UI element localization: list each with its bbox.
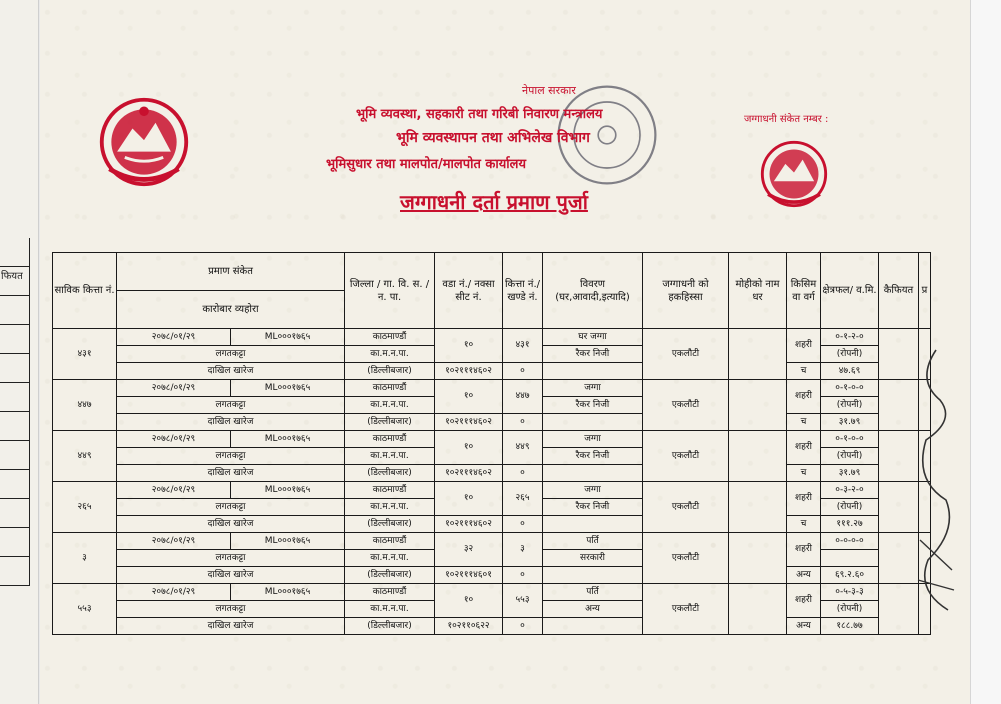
unit-cell: (रोपनी) [821,346,879,363]
table-row [53,431,931,448]
district-cell: काठमाण्डौं [345,329,435,346]
sabik-kitta-cell: ३ [53,533,117,584]
khande-cell: ० [503,567,543,584]
ml-code-cell: ML०००१७६५ [231,482,345,499]
kitta-cell: ४४७ [503,380,543,414]
khande-cell: ० [503,465,543,482]
lagat-katta-cell: लगतकट्टा [117,550,345,567]
map-sheet-cell: १०२११०६२२ [435,618,503,635]
land-class-cell: च [787,516,821,533]
description-blank-cell [543,516,643,533]
land-type-cell: शहरी [787,380,821,414]
next-page-fragment [970,0,1001,704]
description-cell: जग्गा [543,380,643,397]
description-cell: जग्गा [543,431,643,448]
unit-cell [821,550,879,567]
col-mohi: मोहीको नाम धर [729,253,787,329]
land-category-cell: रैकर निजी [543,346,643,363]
area-cell: ०-३-२-० [821,482,879,499]
area-cell: ०-१-०-० [821,380,879,397]
ward-locality-cell: (डिल्लीबजार) [345,414,435,431]
sabik-kitta-cell: २६५ [53,482,117,533]
land-type-cell: शहरी [787,431,821,465]
department-name: भूमि व्यवस्थापन तथा अभिलेख विभाग [396,130,590,146]
dakhil-kharej-cell: दाखिल खारेज [117,414,345,431]
land-type-cell: शहरी [787,329,821,363]
municipality-cell: का.म.न.पा. [345,499,435,516]
ml-code-cell: ML०००१७६५ [231,380,345,397]
ownership-cell: एकलौटी [643,533,729,584]
district-cell: काठमाण्डौं [345,533,435,550]
table-row [53,329,931,346]
map-sheet-cell: १०२१११४६०१ [435,567,503,584]
kitta-cell: ५५३ [503,584,543,618]
district-cell: काठमाण्डौं [345,584,435,601]
land-type-cell: शहरी [787,533,821,567]
ward-locality-cell: (डिल्लीबजार) [345,465,435,482]
sabik-kitta-cell: ४३१ [53,329,117,380]
registration-number-label: जग्गाधनी संकेत नम्बर : [744,114,829,125]
land-class-cell: अन्य [787,618,821,635]
transaction-date-cell: २०७८/०१/२९ [117,482,231,499]
area-cell: ०-०-०-० [821,533,879,550]
table-row [53,516,931,533]
transaction-date-cell: २०७८/०१/२९ [117,431,231,448]
unit-cell: (रोपनी) [821,601,879,618]
col-kitta: कित्ता नं./ खण्डे नं. [503,253,543,329]
table-row [53,533,931,550]
ownership-cell: एकलौटी [643,380,729,431]
map-sheet-cell: १०२१११४६०२ [435,414,503,431]
col-chhetrafal: क्षेत्रफल/ व.मि. [821,253,879,329]
ml-code-cell: ML०००१७६५ [231,329,345,346]
col-kaifiyat: कैफियत [879,253,919,329]
description-cell: घर जग्गा [543,329,643,346]
lagat-katta-cell: लगतकट्टा [117,397,345,414]
col-extra: प्र [919,253,931,329]
description-blank-cell [543,414,643,431]
tenant-cell [729,482,787,533]
land-category-cell: रैकर निजी [543,499,643,516]
certificate-title: जग्गाधनी दर्ता प्रमाण पुर्जा [400,190,588,214]
nepal-emblem-icon [96,92,192,192]
unit-cell: (रोपनी) [821,448,879,465]
description-cell: जग्गा [543,482,643,499]
municipality-cell: का.म.न.पा. [345,448,435,465]
map-sheet-cell: १०२१११४६०२ [435,363,503,380]
ownership-cell: एकलौटी [643,482,729,533]
khande-cell: ० [503,516,543,533]
ward-cell: १० [435,380,503,414]
ownership-cell: एकलौटी [643,584,729,635]
ward-cell: १० [435,584,503,618]
map-sheet-cell: १०२१११४६०२ [435,465,503,482]
area-cell: ०-१-०-० [821,431,879,448]
sqm-cell: ४७.६९ [821,363,879,380]
sqm-cell: १११.२७ [821,516,879,533]
col-ward: वडा नं./ नक्सा सीट नं. [435,253,503,329]
ward-locality-cell: (डिल्लीबजार) [345,516,435,533]
kitta-cell: २६५ [503,482,543,516]
government-name: नेपाल सरकार [522,84,576,97]
khande-cell: ० [503,363,543,380]
ward-cell: १० [435,329,503,363]
col-sabik-kitta: साविक कित्ता नं. [53,253,117,329]
table-row [53,618,931,635]
description-blank-cell [543,465,643,482]
municipality-cell: का.म.न.पा. [345,550,435,567]
district-cell: काठमाण्डौं [345,482,435,499]
description-blank-cell [543,567,643,584]
description-blank-cell [543,363,643,380]
ward-cell: १० [435,482,503,516]
sabik-kitta-cell: ५५३ [53,584,117,635]
khande-cell: ० [503,414,543,431]
fragment-table [0,238,30,586]
ward-locality-cell: (डिल्लीबजार) [345,363,435,380]
col-praman-sanket: प्रमाण संकेत [117,253,345,291]
description-blank-cell [543,618,643,635]
signature-scribble [906,340,966,630]
nepal-emblem-icon [758,136,830,212]
unit-cell: (रोपनी) [821,499,879,516]
previous-page-fragment [0,0,39,704]
khande-cell: ० [503,618,543,635]
ownership-cell: एकलौटी [643,431,729,482]
land-category-cell: सरकारी [543,550,643,567]
col-kisim: किसिम वा वर्ग [787,253,821,329]
col-haqhissa: जग्गाधनी को हकहिस्सा [643,253,729,329]
description-cell: पर्ति [543,584,643,601]
land-type-cell: शहरी [787,584,821,618]
land-category-cell: अन्य [543,601,643,618]
ml-code-cell: ML०००१७६५ [231,584,345,601]
description-cell: पर्ति [543,533,643,550]
fragment-label: फियत [1,271,23,282]
transaction-date-cell: २०७८/०१/२९ [117,533,231,550]
land-category-cell: रैकर निजी [543,448,643,465]
kitta-cell: ४३१ [503,329,543,363]
land-type-cell: शहरी [787,482,821,516]
transaction-date-cell: २०७८/०१/२९ [117,584,231,601]
col-karobar: कारोबार व्यहोरा [117,291,345,329]
dakhil-kharej-cell: दाखिल खारेज [117,363,345,380]
tenant-cell [729,533,787,584]
tenant-cell [729,329,787,380]
table-row [53,363,931,380]
table-row [53,567,931,584]
table-row [53,414,931,431]
table-row [53,584,931,601]
col-jilla: जिल्ला / गा. वि. स. / न. पा. [345,253,435,329]
lagat-katta-cell: लगतकट्टा [117,448,345,465]
ml-code-cell: ML०००१७६५ [231,533,345,550]
land-class-cell: च [787,363,821,380]
lagat-katta-cell: लगतकट्टा [117,346,345,363]
col-bibaran: विवरण (घर,आवादी,इत्यादि) [543,253,643,329]
ward-locality-cell: (डिल्लीबजार) [345,567,435,584]
sqm-cell: ६९.२.६० [821,567,879,584]
dakhil-kharej-cell: दाखिल खारेज [117,516,345,533]
district-cell: काठमाण्डौं [345,431,435,448]
sqm-cell: ३१.७९ [821,465,879,482]
transaction-date-cell: २०७८/०१/२९ [117,329,231,346]
dakhil-kharej-cell: दाखिल खारेज [117,618,345,635]
table-row [53,380,931,397]
municipality-cell: का.म.न.पा. [345,397,435,414]
district-cell: काठमाण्डौं [345,380,435,397]
ml-code-cell: ML०००१७६५ [231,431,345,448]
office-name: भूमिसुधार तथा मालपोत/मालपोत कार्यालय [326,157,527,172]
ward-cell: ३२ [435,533,503,567]
tenant-cell [729,380,787,431]
table-body [53,329,931,635]
ministry-name: भूमि व्यवस्था, सहकारी तथा गरिबी निवारण मन्त्रालय [356,107,603,122]
map-sheet-cell: १०२१११४६०२ [435,516,503,533]
ownership-cell: एकलौटी [643,329,729,380]
land-class-cell: च [787,414,821,431]
sqm-cell: १८८.७७ [821,618,879,635]
dakhil-kharej-cell: दाखिल खारेज [117,465,345,482]
kitta-cell: ४४९ [503,431,543,465]
lagat-katta-cell: लगतकट्टा [117,601,345,618]
lagat-katta-cell: लगतकट्टा [117,499,345,516]
tenant-cell [729,584,787,635]
sqm-cell: ३१.७९ [821,414,879,431]
area-cell: ०-१-२-० [821,329,879,346]
unit-cell: (रोपनी) [821,397,879,414]
kitta-cell: ३ [503,533,543,567]
land-category-cell: रैकर निजी [543,397,643,414]
sabik-kitta-cell: ४४९ [53,431,117,482]
dakhil-kharej-cell: दाखिल खारेज [117,567,345,584]
land-records-table [52,252,931,635]
transaction-date-cell: २०७८/०१/२९ [117,380,231,397]
municipality-cell: का.म.न.पा. [345,346,435,363]
ward-cell: १० [435,431,503,465]
area-cell: ०-५-३-३ [821,584,879,601]
tenant-cell [729,431,787,482]
land-class-cell: च [787,465,821,482]
municipality-cell: का.म.न.पा. [345,601,435,618]
ward-locality-cell: (डिल्लीबजार) [345,618,435,635]
table-row [53,465,931,482]
table-row [53,482,931,499]
sabik-kitta-cell: ४४७ [53,380,117,431]
land-class-cell: अन्य [787,567,821,584]
